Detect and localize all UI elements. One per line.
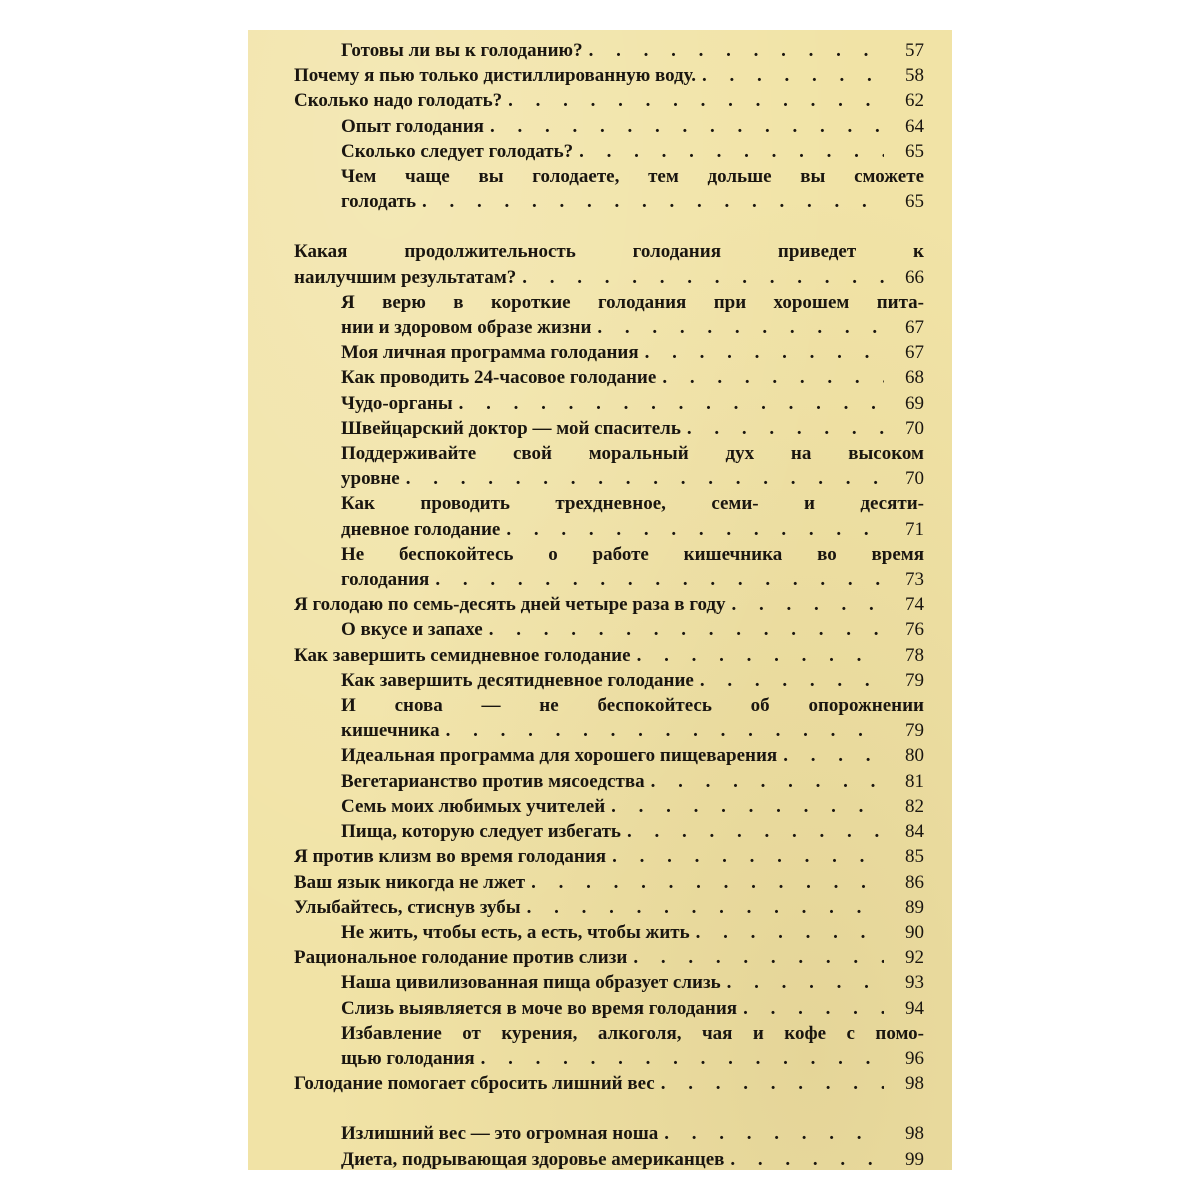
- toc-entry: [294, 970, 924, 995]
- toc-page-number: 74: [905, 594, 924, 616]
- toc-entry-last-line: [341, 1121, 924, 1146]
- dot-leader: [694, 668, 884, 693]
- dot-leader: [627, 945, 884, 970]
- toc-entry-title: Как завершить десятидневное голодание: [341, 669, 694, 691]
- dot-leader: [621, 819, 884, 844]
- dot-leader: [429, 567, 884, 592]
- dot-leader: [777, 743, 884, 768]
- toc-page-number: 82: [905, 795, 924, 817]
- toc-entry: [294, 895, 924, 920]
- book-page: [248, 30, 952, 1170]
- toc-entry: [294, 365, 924, 390]
- toc-page-number: 64: [905, 115, 924, 137]
- dot-leader: [690, 920, 884, 945]
- toc-entry-title: Ваш язык никогда не лжет: [294, 871, 526, 893]
- dot-leader: [639, 340, 884, 365]
- toc-page-number: 84: [905, 821, 924, 843]
- toc-entry-last-line: [341, 769, 924, 794]
- toc-entry-title: Я против клизм во время голодания: [294, 846, 607, 868]
- toc-page-number: 93: [905, 972, 924, 994]
- dot-leader: [721, 970, 884, 995]
- toc-entry: [294, 668, 924, 693]
- dot-leader: [484, 114, 884, 139]
- toc-page-number: 67: [905, 317, 924, 339]
- toc-entry-title: Слизь выявляется в моче во время голодания: [341, 997, 738, 1019]
- toc-entry: [294, 239, 924, 289]
- toc-entry: [294, 38, 924, 63]
- toc-page-number: 81: [905, 770, 924, 792]
- dot-leader: [573, 139, 884, 164]
- toc-entry-title: Пища, которую следует избегать: [341, 821, 621, 843]
- toc-entry-title: Моя личная программа голодания: [341, 342, 639, 364]
- toc-entry-last-line: [341, 517, 924, 542]
- toc-entry: [294, 844, 924, 869]
- toc-page-number: 92: [905, 947, 924, 969]
- toc-entry-last-line: [294, 88, 924, 113]
- toc-entry: [294, 1147, 924, 1172]
- toc-page-number: 98: [905, 1073, 924, 1095]
- dot-leader: [502, 88, 884, 113]
- toc-entry-title: Почему я пью только дистиллированную воду.: [294, 65, 697, 87]
- toc-page-number: 69: [905, 392, 924, 414]
- toc-entry-last-line: [341, 365, 924, 390]
- toc-page-number: 73: [905, 569, 924, 591]
- toc-entry-last-line: [341, 718, 924, 743]
- toc-entry-last-line: [294, 1071, 924, 1096]
- toc-entry-title: Рациональное голодание против слизи: [294, 947, 628, 969]
- toc-page-number: 67: [905, 342, 924, 364]
- toc-entry-last-line: [341, 1147, 924, 1172]
- toc-entry-last-line: [341, 391, 924, 416]
- toc-entry: [294, 114, 924, 139]
- toc-entry-last-line: [341, 189, 924, 214]
- toc-entry: [294, 340, 924, 365]
- toc-page-number: 85: [905, 846, 924, 868]
- toc-entry-last-line: [341, 114, 924, 139]
- toc-entry-line: Избавление от курения, алкоголя, чая и кофе с помо-: [341, 1022, 924, 1044]
- dot-leader: [681, 416, 884, 441]
- toc-page-number: 66: [905, 266, 924, 288]
- toc-entry-title: щью голодания: [341, 1047, 475, 1069]
- toc-entry-title: Вегетарианство против мясоедства: [341, 770, 645, 792]
- toc-entry-last-line: [341, 743, 924, 768]
- toc-entry: [294, 945, 924, 970]
- toc-entry: [294, 1071, 924, 1096]
- toc-entry: [294, 88, 924, 113]
- toc-page-number: 57: [905, 40, 924, 61]
- toc-entry: [294, 592, 924, 617]
- toc-entry-last-line: [341, 819, 924, 844]
- toc-entry-last-line: [341, 996, 924, 1021]
- toc-entry: [294, 693, 924, 743]
- dot-leader: [453, 391, 884, 416]
- toc-entry-last-line: [341, 1046, 924, 1071]
- toc-entry-last-line: [294, 265, 924, 290]
- dot-leader: [724, 1147, 884, 1172]
- dot-leader: [400, 466, 884, 491]
- toc-entry-line: Я верю в короткие голодания при хорошем пита-: [341, 291, 924, 313]
- toc-entry: [294, 1021, 924, 1071]
- toc-page-number: 68: [905, 367, 924, 389]
- dot-leader: [606, 844, 884, 869]
- toc-entry: [294, 416, 924, 441]
- toc-entry: [294, 391, 924, 416]
- dot-leader: [475, 1046, 884, 1071]
- toc-entry-title: Швейцарский доктор — мой спаситель: [341, 417, 681, 439]
- toc-page-number: 58: [905, 65, 924, 87]
- toc-page-number: 96: [905, 1047, 924, 1069]
- toc-entry-last-line: [341, 617, 924, 642]
- dot-leader: [516, 265, 884, 290]
- table-of-contents: [294, 38, 924, 1172]
- toc-entry-title: Идеальная программа для хорошего пищеварения: [341, 745, 778, 767]
- toc-entry-title: Излишний вес — это огромная ноша: [341, 1123, 659, 1145]
- toc-entry-last-line: [341, 794, 924, 819]
- toc-entry-title: Голодание помогает сбросить лишний вес: [294, 1073, 655, 1095]
- toc-entry: [294, 63, 924, 88]
- toc-entry: [294, 794, 924, 819]
- toc-entry: [294, 743, 924, 768]
- toc-page-number: 65: [905, 140, 924, 162]
- toc-entry-title: кишечника: [341, 720, 440, 742]
- dot-leader: [658, 1121, 884, 1146]
- toc-page-number: 62: [905, 90, 924, 112]
- toc-entry-line: И снова — не беспокойтесь об опорожнении: [341, 695, 924, 717]
- toc-entry-title: Опыт голодания: [341, 115, 484, 137]
- toc-entry-title: Я голодаю по семь-десять дней четыре раза в году: [294, 594, 726, 616]
- toc-page-number: 71: [905, 518, 924, 540]
- toc-page-number: 98: [905, 1123, 924, 1145]
- toc-entry-last-line: [341, 970, 924, 995]
- toc-page-number: 70: [905, 468, 924, 490]
- toc-entry-title: Семь моих любимых учителей: [341, 795, 606, 817]
- toc-entry-line: Чем чаще вы голодаете, тем дольше вы сможете: [341, 166, 924, 188]
- toc-entry-line: Не беспокойтесь о работе кишечника во время: [341, 543, 924, 565]
- toc-entry: [294, 441, 924, 491]
- toc-page-number: 76: [905, 619, 924, 641]
- toc-entry-last-line: [294, 870, 924, 895]
- toc-entry: [294, 542, 924, 592]
- toc-entry-last-line: [341, 466, 924, 491]
- toc-entry-title: Чудо-органы: [341, 392, 453, 414]
- toc-entry-title: Как завершить семидневное голодание: [294, 644, 631, 666]
- toc-page-number: 90: [905, 921, 924, 943]
- toc-entry-title: Как проводить 24-часовое голодание: [341, 367, 657, 389]
- dot-leader: [591, 315, 884, 340]
- toc-entry-last-line: [341, 315, 924, 340]
- toc-page-number: 89: [905, 896, 924, 918]
- toc-entry-title: Наша цивилизованная пища образует слизь: [341, 972, 721, 994]
- toc-page-number: 79: [905, 669, 924, 691]
- toc-entry-title: уровне: [341, 468, 400, 490]
- dot-leader: [583, 38, 884, 63]
- toc-entry: [294, 769, 924, 794]
- toc-entry-last-line: [341, 668, 924, 693]
- dot-leader: [440, 718, 884, 743]
- dot-leader: [631, 643, 884, 668]
- toc-entry: [294, 139, 924, 164]
- dot-leader: [521, 895, 884, 920]
- toc-entry-last-line: [294, 895, 924, 920]
- toc-entry-last-line: [294, 63, 924, 88]
- toc-entry-title: голодать: [341, 191, 417, 213]
- dot-leader: [726, 592, 884, 617]
- toc-entry-line: Какая продолжительность голодания приведет к: [294, 241, 924, 263]
- toc-entry: [294, 290, 924, 340]
- toc-entry-title: О вкусе и запахе: [341, 619, 483, 641]
- toc-entry-title: Не жить, чтобы есть, а есть, чтобы жить: [341, 921, 690, 943]
- toc-entry: [294, 643, 924, 668]
- toc-page-number: 65: [905, 191, 924, 213]
- toc-entry: [294, 870, 924, 895]
- dot-leader: [605, 794, 884, 819]
- toc-entry: [294, 491, 924, 541]
- dot-leader: [696, 63, 884, 88]
- toc-page-number: 78: [905, 644, 924, 666]
- toc-entry-last-line: [341, 340, 924, 365]
- toc-entry-title: нии и здоровом образе жизни: [341, 317, 592, 339]
- toc-entry-last-line: [341, 567, 924, 592]
- toc-entry: [294, 920, 924, 945]
- toc-entry: [294, 1121, 924, 1146]
- dot-leader: [645, 769, 884, 794]
- toc-entry-title: Улыбайтесь, стиснув зубы: [294, 896, 521, 918]
- dot-leader: [483, 617, 884, 642]
- toc-entry: [294, 996, 924, 1021]
- toc-entry-last-line: [294, 592, 924, 617]
- dot-leader: [525, 870, 884, 895]
- toc-entry-line: Как проводить трехдневное, семи- и десяти-: [341, 493, 924, 515]
- toc-entry-last-line: [341, 920, 924, 945]
- toc-entry-last-line: [341, 416, 924, 441]
- dot-leader: [500, 517, 884, 542]
- toc-page-number: 99: [905, 1148, 924, 1170]
- toc-entry: [294, 617, 924, 642]
- toc-entry-last-line: [341, 139, 924, 164]
- dot-leader: [656, 365, 884, 390]
- toc-entry-title: Сколько надо голодать?: [294, 90, 503, 112]
- toc-entry-title: Сколько следует голодать?: [341, 140, 574, 162]
- toc-entry-title: голодания: [341, 569, 430, 591]
- toc-page-number: 79: [905, 720, 924, 742]
- toc-entry-title: дневное голодание: [341, 518, 501, 540]
- toc-entry-last-line: [294, 844, 924, 869]
- toc-entry-last-line: [294, 945, 924, 970]
- dot-leader: [416, 189, 884, 214]
- toc-entry-title: Диета, подрывающая здоровье американцев: [341, 1148, 725, 1170]
- dot-leader: [737, 996, 884, 1021]
- toc-page-number: 86: [905, 871, 924, 893]
- dot-leader: [655, 1071, 884, 1096]
- toc-page-number: 70: [905, 417, 924, 439]
- toc-entry-title: наилучшим результатам?: [294, 266, 517, 288]
- toc-entry: [294, 164, 924, 214]
- toc-page-number: 80: [905, 745, 924, 767]
- toc-entry: [294, 819, 924, 844]
- toc-entry-title: Готовы ли вы к голоданию?: [341, 40, 583, 61]
- toc-entry-line: Поддерживайте свой моральный дух на высоком: [341, 443, 924, 465]
- toc-page-number: 94: [905, 997, 924, 1019]
- toc-entry-last-line: [341, 38, 924, 63]
- toc-entry-last-line: [294, 643, 924, 668]
